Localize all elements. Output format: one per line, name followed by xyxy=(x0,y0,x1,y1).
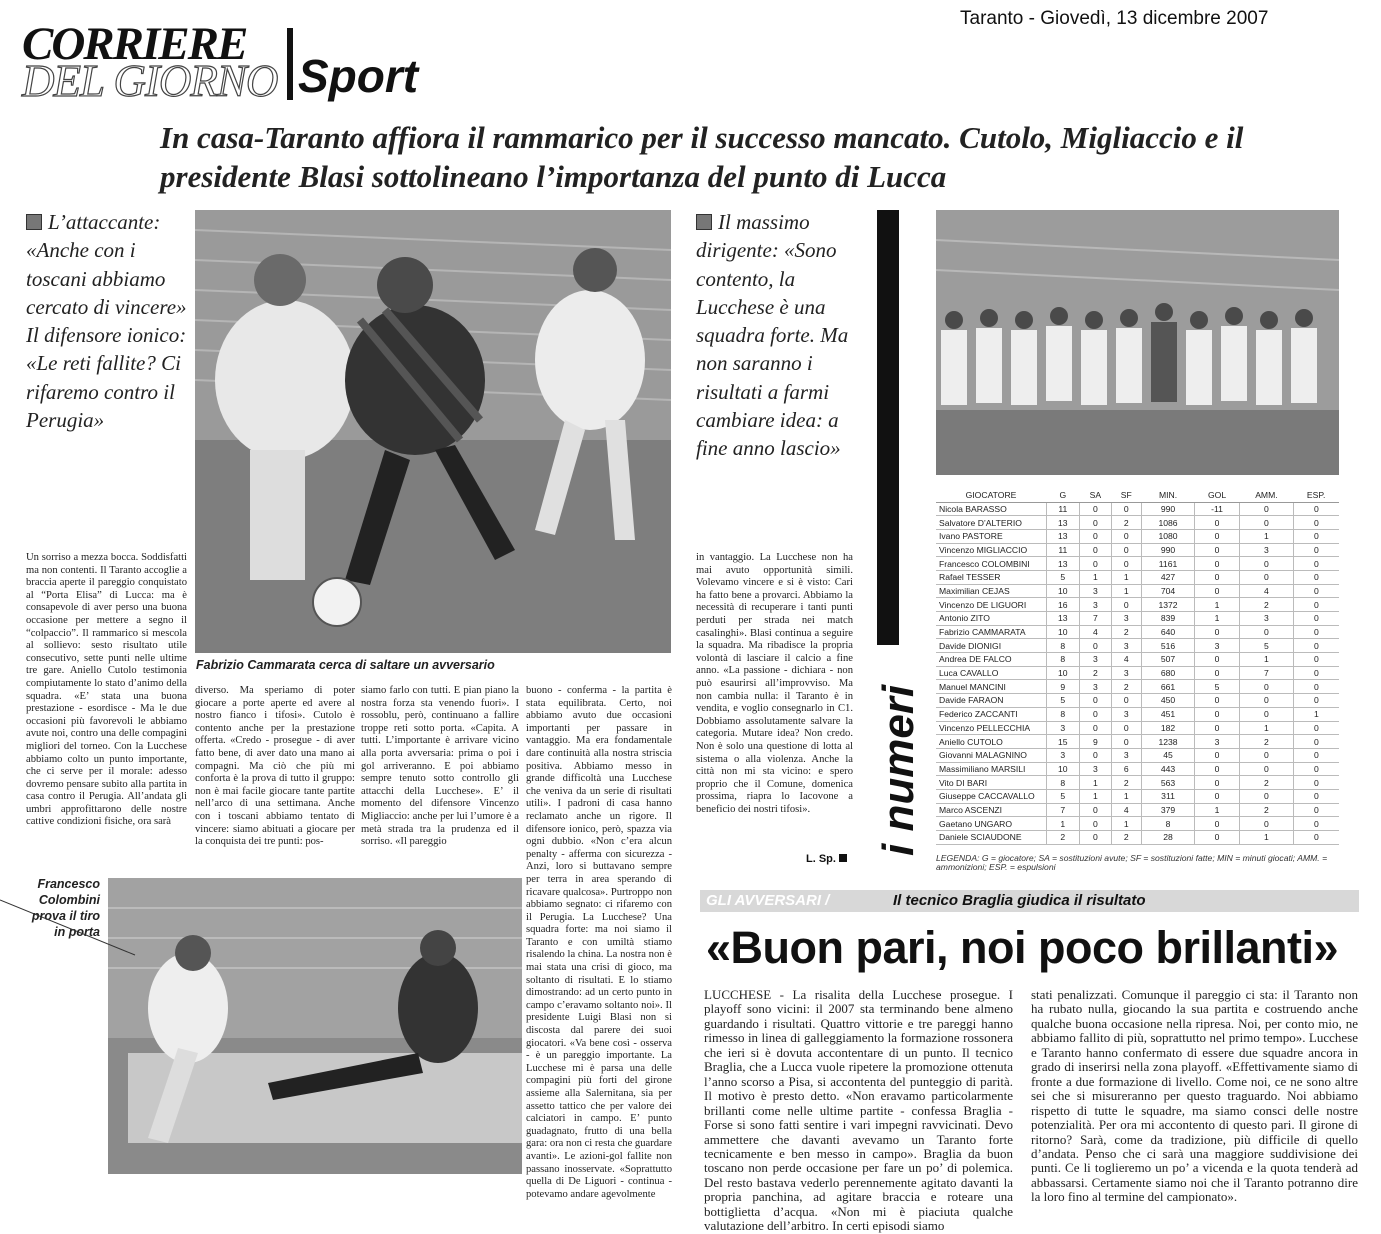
stat-cell: 0 xyxy=(1080,516,1111,530)
stat-cell: 10 xyxy=(1046,625,1080,639)
stat-cell: 3 xyxy=(1080,680,1111,694)
player-name-cell: Gaetano UNGARO xyxy=(936,817,1046,831)
article2-col1 xyxy=(704,987,1013,1234)
stat-cell: 0 xyxy=(1111,529,1141,543)
article1-col4-text: buono - conferma - la partita è stata equilibrata. Certo, noi abbiamo avuto due occasioni importanti per passare in vantaggio. Ma era fondamentale dare continuità alla nostra striscia positiva. Abbiamo messo in grande difficoltà una Lucchese che veniva da un serie di risultati utili». I padroni di casa hanno reclamato anche un rigore. Il difensore ionico, però, spazza via ogni dubbio. «Non c’era alcun penalty - afferma con sicurezza - Anzi, loro si buttavano sempre per terra in area sperando di ricavare qualcosa». Purtroppo non abbiamo segnato: ci rifaremo con il Perugia. La Lucchese? Una squadra forte: ma noi siamo il Taranto e con umiltà stiamo risalendo la china. La nostra non è mai stata una crisi di gioco, ma soltanto di risultati. E lo stiamo dimostrando: ad un certo punto in campo c’eravamo soltanto noi». Il presidente Luigi Blasi non si discosta dal parere dei suoi giocatori. «Va bene così - osserva - è un pareggio importante. La Lucchese mi è parsa una delle compagini più forti del girone assieme alla Salernitana, sia per assetto tattico che per valore dei calciatori in campo. E’ punto guadagnato, frutto di una bella gara: ora non ci resta che guardare avanti». Le azioni-gol fallite non passano inosservate. «Soprattutto quella di De Liguori - continua - potevamo andare agevolmente xyxy=(526,685,672,1200)
stat-cell: 3 xyxy=(1240,612,1294,626)
stat-cell: 0 xyxy=(1293,817,1339,831)
player-name-cell: Vincenzo PELLECCHIA xyxy=(936,721,1046,735)
dateline: Taranto - Giovedì, 13 dicembre 2007 xyxy=(960,8,1269,29)
article1-col1-text: Un sorriso a mezza bocca. Soddisfatti ma non contenti. Il Taranto accoglie a braccia aperte il pareggio conquistato al “Porta Elisa” di Lucca: ma è consapevole di aver perso una buona occasione per mettere a segno il “colpaccio”. Il rammarico si mescola al sollievo: sesto risultato utile consecutivo, sette punti nelle ultime tre gare. Aniello Cutolo testimonia compiutamente lo stato d’animo della squadra. «E’ stata una buona prestazione - esordisce - Ma le due occasioni più favorevoli le abbiamo avute noi, contro una delle compagini migliori del torneo. Con la Lucchese abbiamo colto un punto importante, che ci serve per il morale: adesso dovremo pensare subito alla partita in casa contro il Perugia. All’andata gli umbri approfittarono delle nostre cattive condizioni fisiche, ora sarà xyxy=(26,552,187,828)
stat-cell: 0 xyxy=(1293,639,1339,653)
stat-cell: 704 xyxy=(1142,584,1195,598)
stat-cell: 1086 xyxy=(1142,516,1195,530)
stat-cell: 1 xyxy=(1111,570,1141,584)
player-name-cell: Vincenzo DE LIGUORI xyxy=(936,598,1046,612)
table-row xyxy=(936,639,1339,653)
stat-cell: 1 xyxy=(1111,584,1141,598)
stat-cell: 5 xyxy=(1046,789,1080,803)
stat-cell: 0 xyxy=(1240,570,1294,584)
shot-on-goal-illustration xyxy=(108,878,522,1174)
stat-cell: 11 xyxy=(1046,543,1080,557)
masthead-brand-line1: CORRIERE xyxy=(22,18,247,70)
stat-cell: 0 xyxy=(1195,776,1240,790)
stat-cell: 661 xyxy=(1142,680,1195,694)
stats-table xyxy=(936,488,1339,845)
stat-cell: 0 xyxy=(1195,748,1240,762)
stat-cell: 0 xyxy=(1195,666,1240,680)
stat-cell: 450 xyxy=(1142,694,1195,708)
table-row xyxy=(936,584,1339,598)
stat-cell: 0 xyxy=(1195,817,1240,831)
stat-cell: 10 xyxy=(1046,666,1080,680)
table-row xyxy=(936,502,1339,516)
table-row xyxy=(936,789,1339,803)
stat-cell: 0 xyxy=(1195,584,1240,598)
stat-cell: 3 xyxy=(1111,612,1141,626)
player-name-cell: Vito DI BARI xyxy=(936,776,1046,790)
stat-cell: 1 xyxy=(1195,803,1240,817)
stat-cell: 8 xyxy=(1142,817,1195,831)
stat-cell: 0 xyxy=(1195,570,1240,584)
table-row xyxy=(936,694,1339,708)
stat-cell: 2 xyxy=(1046,831,1080,845)
stat-cell: 0 xyxy=(1293,516,1339,530)
stat-cell: 2 xyxy=(1111,516,1141,530)
table-row xyxy=(936,735,1339,749)
table-row xyxy=(936,721,1339,735)
stat-cell: 1 xyxy=(1240,721,1294,735)
stat-cell: 1 xyxy=(1080,570,1111,584)
stat-cell: 0 xyxy=(1195,653,1240,667)
stat-cell: 5 xyxy=(1240,639,1294,653)
stat-cell: 0 xyxy=(1293,680,1339,694)
stat-cell: 1238 xyxy=(1142,735,1195,749)
stat-cell: 0 xyxy=(1240,817,1294,831)
numbers-label xyxy=(860,660,923,860)
table-row xyxy=(936,707,1339,721)
stat-cell: 1 xyxy=(1080,789,1111,803)
article1-col5 xyxy=(696,552,853,846)
stat-cell: 8 xyxy=(1046,707,1080,721)
stat-cell: 0 xyxy=(1195,707,1240,721)
pull-quote-left-text: L’attaccante: «Anche con i toscani abbiamo cercato di vincere» Il difensore ionico: «Le reti fallite? Ci rifaremo contro il Perugia» xyxy=(26,210,187,433)
table-row xyxy=(936,612,1339,626)
player-name-cell: Vincenzo MIGLIACCIO xyxy=(936,543,1046,557)
stat-cell: 563 xyxy=(1142,776,1195,790)
stat-cell: 0 xyxy=(1293,776,1339,790)
stat-cell: 0 xyxy=(1195,516,1240,530)
stat-cell: 3 xyxy=(1111,666,1141,680)
stats-header: GIOCATORE xyxy=(936,488,1046,502)
table-row xyxy=(936,803,1339,817)
player-name-cell: Francesco COLOMBINI xyxy=(936,557,1046,571)
stats-header: MIN. xyxy=(1142,488,1195,502)
stats-header: G xyxy=(1046,488,1080,502)
stat-cell: 13 xyxy=(1046,557,1080,571)
stat-cell: 13 xyxy=(1046,529,1080,543)
pull-quote-left xyxy=(26,208,191,548)
stats-header: GOL xyxy=(1195,488,1240,502)
stat-cell: 0 xyxy=(1080,831,1111,845)
stat-cell: 8 xyxy=(1046,653,1080,667)
stat-cell: 0 xyxy=(1111,694,1141,708)
stat-cell: 1 xyxy=(1080,776,1111,790)
stat-cell: 1 xyxy=(1293,707,1339,721)
player-name-cell: Marco ASCENZI xyxy=(936,803,1046,817)
stat-cell: 5 xyxy=(1195,680,1240,694)
player-name-cell: Daniele SCIAUDONE xyxy=(936,831,1046,845)
article1-col2-text: diverso. Ma speriamo di poter giocare a porte aperte ed avere al nostro fianco i tifosi». Cutolo è contento anche per la prestazione offerta. «Credo - prosegue - di aver fatto bene, di aver dato una mano ai compagni. Ma ciò che più mi conforta è la prova di tutto il gruppo: non è mai facile giocare tante partite nell’arco di una settimana. Anche con i toscani abbiamo tentato di vincere: siamo abituati a giocare per la conquista dei tre punti: pos- xyxy=(195,685,355,848)
caption-pointer-line xyxy=(0,900,140,960)
stat-cell: 0 xyxy=(1111,543,1141,557)
article2-col2-text: stati penalizzati. Comunque il pareggio ci sta: il Taranto non ha rubato nulla, giocando la sua partita e costruendo anche qualche buona occasione nella ripresa. Noi, per conto mio, ne abbiamo fallito di più, soprattutto nel primo tempo». Lucchese e Taranto hanno confermato di essere due squadre ancora in grado di inserirsi nella zona playoff. «Effettivamente siamo di fronte a due formazione di livello. Come noi, ce ne sono altre sei che si misureranno per questo traguardo. Noi abbiamo rispetto di tutte le squadre, ma siamo consci delle nostre potenzialità. Per ora mi accontento di questo pari. Il girone di ritorno? Sarà, come da tradizione, più difficile di quello d’andata. Penso che ci sarà una maggiore suddivisione dei punti. Ce li toglieremo un po’ a vicenda e la quota tenderà ad abbassarsi. Certamente siamo noi che il Taranto potranno dire la loro fino al termine del campionato». xyxy=(1031,987,1358,1205)
stat-cell: 4 xyxy=(1111,803,1141,817)
table-row xyxy=(936,748,1339,762)
bullet-square-icon xyxy=(696,214,712,230)
stat-cell: 0 xyxy=(1240,680,1294,694)
stats-header: SF xyxy=(1111,488,1141,502)
stat-cell: 0 xyxy=(1195,721,1240,735)
masthead-brand-line2: DEL GIORNO xyxy=(22,56,278,106)
player-name-cell: Salvatore D’ALTERIO xyxy=(936,516,1046,530)
stat-cell: 7 xyxy=(1240,666,1294,680)
football-action-illustration xyxy=(195,210,671,653)
stat-cell: 8 xyxy=(1046,639,1080,653)
article1-col3-text: siamo farlo con tutti. E pian piano la nostra forza sta venendo fuori». I rossoblu, però, continuano a fallire troppe reti sotto porta. «Capita. A tutti. L’importante è arrivare vicino alla porta avversaria: prima o poi i gol arriveranno. E poi abbiamo sempre tenuto sotto controllo gli attacchi della Lucchese». E’ il momento del difensore Vincenzo Migliaccio: anche per lui l’umore è a metà strada tra la prudenza ed il sorriso. «Il pareggio xyxy=(361,685,519,848)
stat-cell: 5 xyxy=(1046,570,1080,584)
stat-cell: 3 xyxy=(1111,748,1141,762)
article2-kicker-title: Il tecnico Braglia giudica il risultato xyxy=(893,892,1146,909)
stat-cell: 0 xyxy=(1293,735,1339,749)
masthead-divider xyxy=(287,28,293,100)
stat-cell: 10 xyxy=(1046,762,1080,776)
article1-col4 xyxy=(526,685,672,1227)
stat-cell: 0 xyxy=(1293,598,1339,612)
stat-cell: 3 xyxy=(1111,707,1141,721)
stat-cell: 0 xyxy=(1293,584,1339,598)
stat-cell: 3 xyxy=(1046,748,1080,762)
stat-cell: 443 xyxy=(1142,762,1195,776)
stat-cell: 13 xyxy=(1046,612,1080,626)
player-name-cell: Fabrizio CAMMARATA xyxy=(936,625,1046,639)
stat-cell: 0 xyxy=(1195,762,1240,776)
player-name-cell: Nicola BARASSO xyxy=(936,502,1046,516)
stat-cell: 0 xyxy=(1080,694,1111,708)
main-headline: In casa-Taranto affiora il rammarico per il successo mancato. Cutolo, Migliaccio e il presidente Blasi sottolineano l’importanza del punto di Lucca xyxy=(160,120,1244,194)
stat-cell: 0 xyxy=(1195,529,1240,543)
stat-cell: 0 xyxy=(1080,502,1111,516)
stat-cell: 1 xyxy=(1111,789,1141,803)
stat-cell: 3 xyxy=(1195,639,1240,653)
stat-cell: 0 xyxy=(1293,625,1339,639)
stat-cell: 0 xyxy=(1293,803,1339,817)
end-square-icon xyxy=(839,854,847,862)
stat-cell: 0 xyxy=(1293,529,1339,543)
stat-cell: 0 xyxy=(1195,625,1240,639)
stat-cell: 0 xyxy=(1240,694,1294,708)
stat-cell: 839 xyxy=(1142,612,1195,626)
stat-cell: 0 xyxy=(1293,762,1339,776)
stat-cell: 2 xyxy=(1240,803,1294,817)
table-row xyxy=(936,831,1339,845)
stats-header: ESP. xyxy=(1293,488,1339,502)
stat-cell: 11 xyxy=(1046,502,1080,516)
article1-col3 xyxy=(361,685,519,866)
second-photo xyxy=(108,878,522,1174)
stat-cell: 0 xyxy=(1195,557,1240,571)
stat-cell: 3 xyxy=(1080,762,1111,776)
article1-col1 xyxy=(26,552,187,866)
section-title: Sport xyxy=(298,50,419,102)
stat-cell: 990 xyxy=(1142,502,1195,516)
stat-cell: 0 xyxy=(1293,557,1339,571)
stat-cell: 7 xyxy=(1046,803,1080,817)
player-name-cell: Aniello CUTOLO xyxy=(936,735,1046,749)
stat-cell: 1 xyxy=(1240,653,1294,667)
stats-header-row xyxy=(936,488,1339,502)
stat-cell: -11 xyxy=(1195,502,1240,516)
stat-cell: 1 xyxy=(1046,817,1080,831)
pull-quote-right xyxy=(696,208,856,548)
stat-cell: 8 xyxy=(1046,776,1080,790)
stat-cell: 0 xyxy=(1080,817,1111,831)
stat-cell: 0 xyxy=(1080,543,1111,557)
stat-cell: 427 xyxy=(1142,570,1195,584)
stat-cell: 379 xyxy=(1142,803,1195,817)
player-name-cell: Giovanni MALAGNINO xyxy=(936,748,1046,762)
stat-cell: 0 xyxy=(1111,735,1141,749)
stat-cell: 9 xyxy=(1046,680,1080,694)
bullet-square-icon xyxy=(26,214,42,230)
article1-signature xyxy=(806,853,847,865)
stat-cell: 1372 xyxy=(1142,598,1195,612)
stat-cell: 0 xyxy=(1080,748,1111,762)
stat-cell: 451 xyxy=(1142,707,1195,721)
table-row xyxy=(936,516,1339,530)
stat-cell: 4 xyxy=(1111,653,1141,667)
stat-cell: 3 xyxy=(1080,653,1111,667)
stat-cell: 3 xyxy=(1111,639,1141,653)
stat-cell: 0 xyxy=(1111,598,1141,612)
stat-cell: 3 xyxy=(1195,735,1240,749)
stat-cell: 990 xyxy=(1142,543,1195,557)
stat-cell: 1 xyxy=(1111,817,1141,831)
stat-cell: 7 xyxy=(1080,612,1111,626)
player-name-cell: Luca CAVALLO xyxy=(936,666,1046,680)
article2-kicker-bar xyxy=(700,890,1359,912)
stat-cell: 0 xyxy=(1293,666,1339,680)
stat-cell: 1161 xyxy=(1142,557,1195,571)
stat-cell: 3 xyxy=(1046,721,1080,735)
stat-cell: 0 xyxy=(1293,831,1339,845)
article2-title: «Buon pari, noi poco brillanti» xyxy=(706,922,1339,973)
stat-cell: 2 xyxy=(1240,598,1294,612)
stats-header: SA xyxy=(1080,488,1111,502)
team-lineup-illustration xyxy=(936,210,1339,475)
stat-cell: 28 xyxy=(1142,831,1195,845)
stat-cell: 1 xyxy=(1195,612,1240,626)
article2-col2 xyxy=(1031,988,1358,1224)
article1-col2 xyxy=(195,685,355,866)
stat-cell: 0 xyxy=(1080,529,1111,543)
stats-body xyxy=(936,502,1339,844)
main-photo-caption: Fabrizio Cammarata cerca di saltare un avversario xyxy=(196,658,495,672)
stat-cell: 3 xyxy=(1080,598,1111,612)
table-row xyxy=(936,570,1339,584)
stat-cell: 2 xyxy=(1111,831,1141,845)
stat-cell: 0 xyxy=(1240,557,1294,571)
stat-cell: 680 xyxy=(1142,666,1195,680)
table-row xyxy=(936,762,1339,776)
stat-cell: 10 xyxy=(1046,584,1080,598)
table-row xyxy=(936,543,1339,557)
stat-cell: 3 xyxy=(1080,584,1111,598)
stat-cell: 0 xyxy=(1240,707,1294,721)
stat-cell: 2 xyxy=(1240,776,1294,790)
stat-cell: 0 xyxy=(1195,694,1240,708)
table-row xyxy=(936,666,1339,680)
stat-cell: 4 xyxy=(1240,584,1294,598)
team-photo xyxy=(936,210,1339,475)
player-name-cell: Antonio ZITO xyxy=(936,612,1046,626)
stat-cell: 0 xyxy=(1293,570,1339,584)
stats-header: AMM. xyxy=(1240,488,1294,502)
player-name-cell: Federico ZACCANTI xyxy=(936,707,1046,721)
stat-cell: 182 xyxy=(1142,721,1195,735)
stat-cell: 1 xyxy=(1240,831,1294,845)
stat-cell: 1080 xyxy=(1142,529,1195,543)
player-name-cell: Giuseppe CACCAVALLO xyxy=(936,789,1046,803)
stat-cell: 0 xyxy=(1080,557,1111,571)
second-photo-caption: Francesco Colombini prova il tiro in porta xyxy=(31,877,100,939)
table-row xyxy=(936,776,1339,790)
stat-cell: 1 xyxy=(1240,529,1294,543)
stat-cell: 5 xyxy=(1046,694,1080,708)
article2-kicker: GLI AVVERSARI / xyxy=(706,892,830,909)
stat-cell: 0 xyxy=(1111,557,1141,571)
article1-col5-text: in vantaggio. La Lucchese non ha mai avuto opportunità simili. Volevamo vincere e si è visto: Cari ha fatto bene a provarci. Abbiamo la necessità di recuperare i tanti punti perduti per strada nei match casalinghi». Blasi continua a seguire la squadra. Ma ribadisce la propria volontà di lasciare il calcio a fine anno. «La passione - dichiara - non può esaurirsi all’improvviso. Ma non cambia nulla: il Taranto è in vendita, e voglio consegnarlo in C1. Dobbiamo assolutamente salvare la categoria. Mutare idea? Non credo. Non è solo una questione di lotta al sistema o alla violenza. Anche la città non mi sta vicino: e spero proprio che il Comune, domenica prossima, riapra lo Iacovone a beneficio dei nostri tifosi». xyxy=(696,552,853,815)
stat-cell: 0 xyxy=(1240,748,1294,762)
stat-cell: 507 xyxy=(1142,653,1195,667)
stat-cell: 13 xyxy=(1046,516,1080,530)
stat-cell: 0 xyxy=(1111,502,1141,516)
stat-cell: 0 xyxy=(1293,789,1339,803)
stat-cell: 0 xyxy=(1195,831,1240,845)
article2-col1-text: LUCCHESE - La risalita della Lucchese prosegue. I playoff sono vicini: il 2007 sta terminando bene almeno guardando i risultati. Quattro vittorie e tre pareggi hanno rimesso in linea di galleggiamento la formazione rossonera che ieri si è dovuta accontentare di un punto. Il tecnico Braglia, che a Lucca vuole ripetere la promozione ottenuta l’anno scorso a Pisa, si accontenta del punteggio di parità. Il motivo è presto detto. «Non eravamo particolarmente brillanti come nelle ultime partite - confessa Braglia - Forse si sono fatti sentire i vari impegni ravvicinati. Devo ammettere che davanti avevamo un Taranto forte tecnicamente e ben messo in campo». Braglia da buon toscano non perde occasione per fare un po’ di polemica. Del resto bastava vederlo perennemente agitato davanti la propria panchina, ad agitare braccia e roteare una bottiglietta d’acqua. «Non mi è piaciuta qualche valutazione dell’arbitro. In certi episodi siamo xyxy=(704,987,1013,1234)
stat-cell: 2 xyxy=(1111,680,1141,694)
player-name-cell: Massimiliano MARSILI xyxy=(936,762,1046,776)
table-row xyxy=(936,653,1339,667)
stat-cell: 16 xyxy=(1046,598,1080,612)
stat-cell: 2 xyxy=(1111,776,1141,790)
player-name-cell: Manuel MANCINI xyxy=(936,680,1046,694)
stat-cell: 0 xyxy=(1293,543,1339,557)
stat-cell: 0 xyxy=(1080,721,1111,735)
table-row xyxy=(936,529,1339,543)
stat-cell: 45 xyxy=(1142,748,1195,762)
stat-cell: 516 xyxy=(1142,639,1195,653)
stat-cell: 0 xyxy=(1240,762,1294,776)
stat-cell: 4 xyxy=(1080,625,1111,639)
stat-cell: 0 xyxy=(1240,516,1294,530)
stat-cell: 3 xyxy=(1240,543,1294,557)
stat-cell: 640 xyxy=(1142,625,1195,639)
main-photo xyxy=(195,210,671,653)
stat-cell: 9 xyxy=(1080,735,1111,749)
stat-cell: 0 xyxy=(1293,721,1339,735)
stat-cell: 2 xyxy=(1111,625,1141,639)
player-name-cell: Rafael TESSER xyxy=(936,570,1046,584)
player-name-cell: Davide FARAON xyxy=(936,694,1046,708)
stat-cell: 1 xyxy=(1195,598,1240,612)
stat-cell: 0 xyxy=(1293,612,1339,626)
stat-cell: 2 xyxy=(1080,666,1111,680)
table-row xyxy=(936,625,1339,639)
stat-cell: 0 xyxy=(1195,789,1240,803)
player-name-cell: Ivano PASTORE xyxy=(936,529,1046,543)
player-name-cell: Davide DIONIGI xyxy=(936,639,1046,653)
numbers-label-text: i numeri xyxy=(874,684,923,856)
stat-cell: 6 xyxy=(1111,762,1141,776)
signature-text: L. Sp. xyxy=(806,853,836,865)
stat-cell: 0 xyxy=(1080,707,1111,721)
stat-cell: 0 xyxy=(1240,789,1294,803)
stats-legend: LEGENDA: G = giocatore; SA = sostituzioni avute; SF = sostituzioni fatte; MIN = minuti giocati; AMM. = ammonizioni; ESP. = espulsioni xyxy=(936,853,1328,872)
stat-cell: 311 xyxy=(1142,789,1195,803)
stat-cell: 0 xyxy=(1240,502,1294,516)
stat-cell: 0 xyxy=(1080,639,1111,653)
stat-cell: 0 xyxy=(1293,653,1339,667)
table-row xyxy=(936,598,1339,612)
table-row xyxy=(936,680,1339,694)
stat-cell: 0 xyxy=(1080,803,1111,817)
stat-cell: 0 xyxy=(1195,543,1240,557)
player-name-cell: Maximilian CEJAS xyxy=(936,584,1046,598)
stat-cell: 15 xyxy=(1046,735,1080,749)
stat-cell: 0 xyxy=(1293,502,1339,516)
table-row xyxy=(936,817,1339,831)
player-name-cell: Andrea DE FALCO xyxy=(936,653,1046,667)
stat-cell: 0 xyxy=(1111,721,1141,735)
stat-cell: 0 xyxy=(1293,748,1339,762)
stat-cell: 0 xyxy=(1293,694,1339,708)
stat-cell: 0 xyxy=(1240,625,1294,639)
stat-cell: 2 xyxy=(1240,735,1294,749)
table-row xyxy=(936,557,1339,571)
pull-quote-right-text: Il massimo dirigente: «Sono contento, la Lucchese è una squadra forte. Ma non saranno i risultati a farmi cambiare idea: a fine anno lascio» xyxy=(696,210,849,461)
